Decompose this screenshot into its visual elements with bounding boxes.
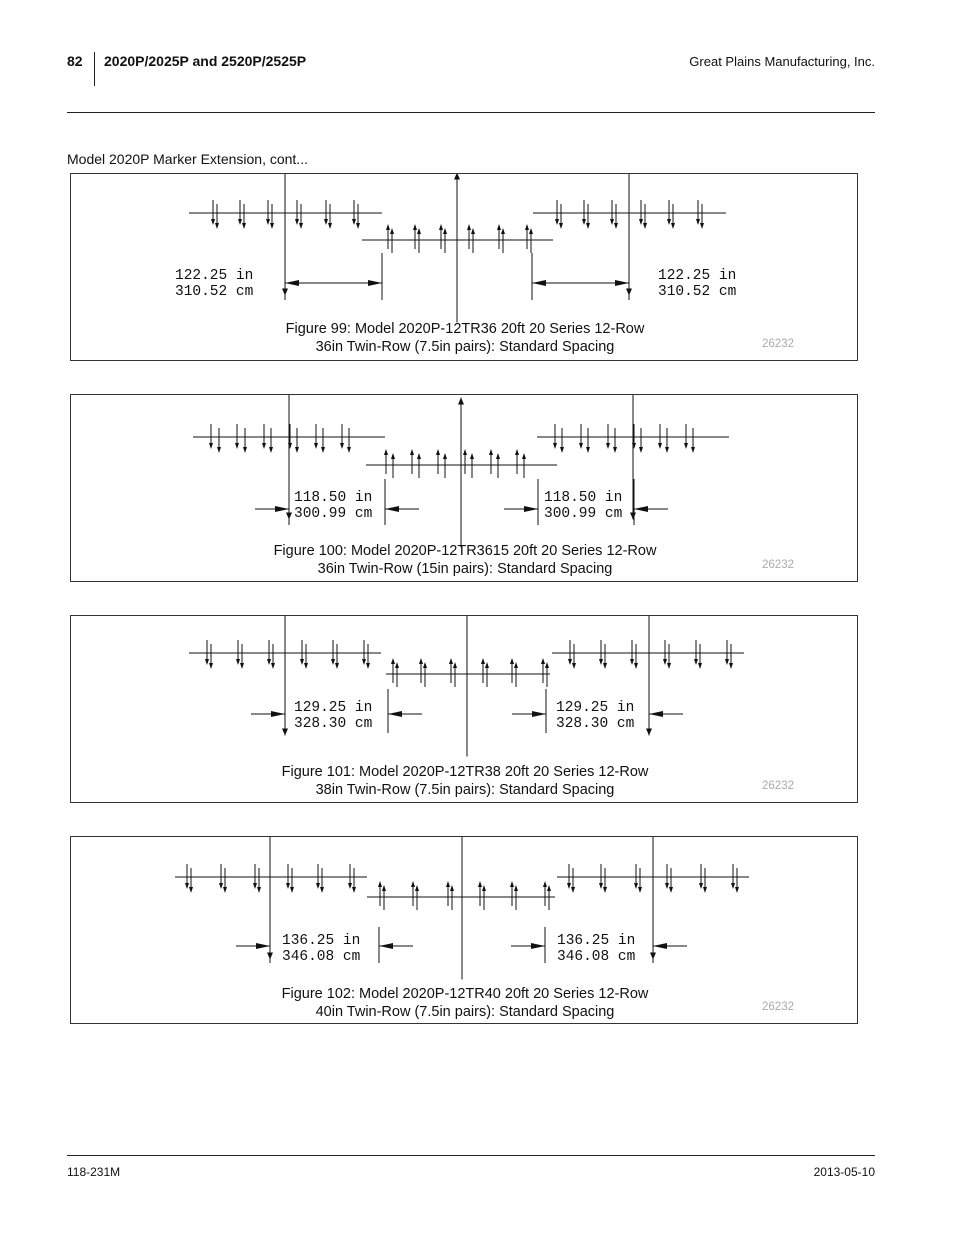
dim-in: 129.25 in (294, 700, 373, 716)
dim-cm: 310.52 cm (175, 284, 254, 300)
dim-in: 118.50 in (544, 490, 623, 506)
dim-cm: 300.99 cm (294, 506, 373, 522)
row-unit-arrowhead (410, 449, 414, 455)
row-unit-arrowhead (639, 219, 643, 225)
marker-arrowhead (454, 174, 460, 180)
row-unit-arrowhead (295, 219, 299, 225)
row-unit-arrowhead (571, 887, 575, 893)
row-unit-arrowhead (482, 885, 486, 891)
dimension-arrowhead (388, 711, 402, 717)
row-unit-arrowhead (290, 887, 294, 893)
row-unit-arrowhead (356, 223, 360, 229)
row-unit-arrowhead (572, 663, 576, 669)
row-unit-arrowhead (217, 447, 221, 453)
row-unit-arrowhead (559, 223, 563, 229)
row-unit-arrowhead (419, 658, 423, 664)
row-unit-arrowhead (235, 443, 239, 449)
figure-101 (70, 615, 858, 803)
row-unit-arrowhead (211, 219, 215, 225)
row-unit-arrowhead (340, 443, 344, 449)
row-unit-arrowhead (321, 447, 325, 453)
row-unit-arrowhead (658, 443, 662, 449)
row-unit-arrowhead (347, 447, 351, 453)
row-unit-arrowhead (599, 659, 603, 665)
figure-99-ref-code: 26232 (762, 338, 794, 350)
row-unit-arrowhead (328, 223, 332, 229)
dim-in: 122.25 in (175, 268, 254, 284)
figure-99-right-dimension (658, 268, 736, 300)
row-unit-arrowhead (522, 453, 526, 459)
row-unit-arrowhead (603, 663, 607, 669)
row-unit-arrowhead (223, 887, 227, 893)
row-unit-arrowhead (731, 883, 735, 889)
row-unit-arrowhead (698, 663, 702, 669)
dimension-arrowhead (532, 280, 546, 286)
row-unit-arrowhead (725, 659, 729, 665)
row-unit-arrowhead (299, 223, 303, 229)
row-unit-arrowhead (463, 449, 467, 455)
row-unit-arrowhead (269, 447, 273, 453)
row-unit-arrowhead (639, 447, 643, 453)
caption-line: Figure 100: Model 2020P-12TR3615 20ft 20 Series 12-Row (273, 543, 657, 559)
row-unit-arrowhead (446, 881, 450, 887)
row-unit-arrowhead (417, 228, 421, 234)
row-unit-arrowhead (735, 887, 739, 893)
footer-rule (67, 1155, 875, 1156)
row-unit-arrowhead (395, 662, 399, 668)
dim-cm: 346.08 cm (282, 949, 361, 965)
row-unit-arrowhead (579, 443, 583, 449)
row-unit-arrowhead (267, 659, 271, 665)
row-unit-arrowhead (729, 663, 733, 669)
document-number: 118-231M (67, 1165, 121, 1179)
row-unit-arrowhead (663, 659, 667, 665)
row-unit-arrowhead (286, 883, 290, 889)
row-unit-arrowhead (453, 662, 457, 668)
figure-100-caption (71, 542, 859, 578)
row-unit-arrowhead (567, 883, 571, 889)
row-unit-arrowhead (243, 447, 247, 453)
caption-line: Figure 102: Model 2020P-12TR40 20ft 20 Series 12-Row (281, 986, 649, 1002)
row-unit-arrowhead (691, 447, 695, 453)
row-unit-arrowhead (543, 881, 547, 887)
dim-in: 136.25 in (282, 933, 361, 949)
row-unit-arrowhead (568, 659, 572, 665)
row-unit-arrowhead (467, 224, 471, 230)
row-unit-arrowhead (205, 659, 209, 665)
row-unit-arrowhead (529, 228, 533, 234)
row-unit-arrowhead (238, 219, 242, 225)
figure-101-ref-code: 26232 (762, 780, 794, 792)
row-unit-arrowhead (703, 887, 707, 893)
row-unit-arrowhead (669, 887, 673, 893)
row-unit-arrowhead (300, 659, 304, 665)
row-unit-arrowhead (335, 663, 339, 669)
row-unit-arrowhead (671, 223, 675, 229)
row-unit-arrowhead (634, 663, 638, 669)
row-unit-arrowhead (185, 883, 189, 889)
figure-100 (70, 394, 858, 582)
row-unit-arrowhead (471, 228, 475, 234)
row-unit-arrowhead (614, 223, 618, 229)
caption-line: 40in Twin-Row (7.5in pairs): Standard Spacing (315, 1004, 615, 1020)
marker-arrowhead (630, 513, 636, 520)
row-unit-arrowhead (699, 883, 703, 889)
dimension-arrowhead (531, 943, 545, 949)
row-unit-arrowhead (667, 663, 671, 669)
row-unit-arrowhead (497, 224, 501, 230)
header-rule (67, 112, 875, 113)
caption-line: 36in Twin-Row (7.5in pairs): Standard Spacing (315, 339, 615, 355)
row-unit-arrowhead (253, 883, 257, 889)
figure-100-ref-code: 26232 (762, 559, 794, 571)
figure-102-right-dimension (557, 933, 635, 965)
row-unit-arrowhead (215, 223, 219, 229)
figure-100-right-dimension (544, 490, 622, 522)
dimension-arrowhead (532, 711, 546, 717)
row-unit-arrowhead (417, 453, 421, 459)
row-unit-arrowhead (684, 443, 688, 449)
dim-cm: 328.30 cm (294, 716, 373, 732)
row-unit-arrowhead (209, 663, 213, 669)
row-unit-arrowhead (525, 224, 529, 230)
row-unit-arrowhead (555, 219, 559, 225)
row-unit-arrowhead (470, 453, 474, 459)
row-unit-arrowhead (378, 881, 382, 887)
dim-in: 136.25 in (557, 933, 636, 949)
dimension-arrowhead (524, 506, 538, 512)
dim-cm: 346.08 cm (557, 949, 636, 965)
row-unit-arrowhead (209, 443, 213, 449)
row-unit-arrowhead (547, 885, 551, 891)
row-unit-arrowhead (391, 453, 395, 459)
row-unit-arrowhead (423, 662, 427, 668)
row-unit-arrowhead (700, 223, 704, 229)
row-unit-arrowhead (610, 219, 614, 225)
dim-cm: 310.52 cm (658, 284, 737, 300)
row-unit-arrowhead (630, 659, 634, 665)
row-unit-arrowhead (384, 449, 388, 455)
row-unit-arrowhead (362, 659, 366, 665)
row-unit-arrowhead (439, 224, 443, 230)
row-unit-arrowhead (390, 228, 394, 234)
row-unit-arrowhead (449, 658, 453, 664)
row-unit-arrowhead (415, 885, 419, 891)
row-unit-arrowhead (436, 449, 440, 455)
row-unit-arrowhead (696, 219, 700, 225)
caption-line: Figure 99: Model 2020P-12TR36 20ft 20 Series 12-Row (285, 321, 645, 337)
row-unit-arrowhead (515, 449, 519, 455)
row-unit-arrowhead (603, 887, 607, 893)
row-unit-arrowhead (270, 223, 274, 229)
figure-101-right-dimension (556, 700, 634, 732)
row-unit-arrowhead (510, 658, 514, 664)
row-unit-arrowhead (411, 881, 415, 887)
row-unit-arrowhead (496, 453, 500, 459)
row-unit-arrowhead (606, 443, 610, 449)
row-unit-arrowhead (443, 453, 447, 459)
row-unit-arrowhead (599, 883, 603, 889)
row-unit-arrowhead (667, 219, 671, 225)
row-unit-arrowhead (510, 881, 514, 887)
row-unit-arrowhead (413, 224, 417, 230)
dimension-arrowhead (615, 280, 629, 286)
row-unit-arrowhead (331, 659, 335, 665)
row-unit-arrowhead (257, 887, 261, 893)
dimension-arrowhead (653, 943, 667, 949)
row-unit-arrowhead (366, 663, 370, 669)
caption-line: Figure 101: Model 2020P-12TR38 20ft 20 Series 12-Row (281, 764, 649, 780)
dimension-arrowhead (275, 506, 289, 512)
dimension-arrowhead (379, 943, 393, 949)
row-unit-arrowhead (560, 447, 564, 453)
row-unit-arrowhead (314, 443, 318, 449)
caption-line: 38in Twin-Row (7.5in pairs): Standard Spacing (315, 782, 615, 798)
dimension-arrowhead (634, 506, 648, 512)
company-name: Great Plains Manufacturing, Inc. (689, 54, 875, 69)
document-date: 2013-05-10 (813, 1165, 875, 1179)
dimension-arrowhead (649, 711, 663, 717)
row-unit-arrowhead (582, 219, 586, 225)
row-unit-arrowhead (324, 219, 328, 225)
row-unit-arrowhead (262, 443, 266, 449)
figure-99-caption (71, 320, 859, 356)
row-unit-arrowhead (271, 663, 275, 669)
caption-line: 36in Twin-Row (15in pairs): Standard Spacing (317, 561, 613, 577)
figure-102 (70, 836, 858, 1024)
row-unit-arrowhead (694, 659, 698, 665)
figure-99-left-dimension (175, 268, 253, 300)
row-unit-arrowhead (240, 663, 244, 669)
dimension-arrowhead (271, 711, 285, 717)
figure-102-left-dimension (282, 933, 360, 965)
row-unit-arrowhead (189, 887, 193, 893)
row-unit-arrowhead (489, 449, 493, 455)
row-unit-arrowhead (348, 883, 352, 889)
row-unit-arrowhead (316, 883, 320, 889)
row-unit-arrowhead (382, 885, 386, 891)
row-unit-arrowhead (485, 662, 489, 668)
row-unit-arrowhead (391, 658, 395, 664)
marker-arrowhead (458, 398, 464, 405)
section-title: Model 2020P Marker Extension, cont... (67, 151, 308, 167)
row-unit-arrowhead (665, 883, 669, 889)
row-unit-arrowhead (514, 885, 518, 891)
dimension-arrowhead (385, 506, 399, 512)
row-unit-arrowhead (501, 228, 505, 234)
dim-cm: 300.99 cm (544, 506, 623, 522)
row-unit-arrowhead (386, 224, 390, 230)
row-unit-arrowhead (478, 881, 482, 887)
dimension-arrowhead (285, 280, 299, 286)
row-unit-arrowhead (643, 223, 647, 229)
row-unit-arrowhead (266, 219, 270, 225)
row-unit-arrowhead (304, 663, 308, 669)
dim-in: 122.25 in (658, 268, 737, 284)
row-unit-arrowhead (541, 658, 545, 664)
figure-99 (70, 173, 858, 361)
dim-in: 118.50 in (294, 490, 373, 506)
row-unit-arrowhead (443, 228, 447, 234)
row-unit-arrowhead (514, 662, 518, 668)
row-unit-arrowhead (586, 447, 590, 453)
figure-101-caption (71, 763, 859, 799)
row-unit-arrowhead (553, 443, 557, 449)
row-unit-arrowhead (638, 887, 642, 893)
figure-102-ref-code: 26232 (762, 1001, 794, 1013)
row-unit-arrowhead (450, 885, 454, 891)
row-unit-arrowhead (236, 659, 240, 665)
dimension-arrowhead (256, 943, 270, 949)
row-unit-arrowhead (481, 658, 485, 664)
row-unit-arrowhead (634, 883, 638, 889)
row-unit-arrowhead (586, 223, 590, 229)
row-unit-arrowhead (352, 219, 356, 225)
header-divider (94, 52, 95, 86)
row-unit-arrowhead (613, 447, 617, 453)
figure-100-left-dimension (294, 490, 372, 522)
dimension-arrowhead (368, 280, 382, 286)
row-unit-arrowhead (219, 883, 223, 889)
row-unit-arrowhead (242, 223, 246, 229)
row-unit-arrowhead (320, 887, 324, 893)
row-unit-arrowhead (295, 447, 299, 453)
dim-cm: 328.30 cm (556, 716, 635, 732)
document-title: 2020P/2025P and 2520P/2525P (104, 53, 307, 69)
dim-in: 129.25 in (556, 700, 635, 716)
figure-101-left-dimension (294, 700, 372, 732)
row-unit-arrowhead (545, 662, 549, 668)
figure-102-caption (71, 985, 859, 1021)
row-unit-arrowhead (352, 887, 356, 893)
page-number: 82 (67, 53, 83, 69)
row-unit-arrowhead (665, 447, 669, 453)
